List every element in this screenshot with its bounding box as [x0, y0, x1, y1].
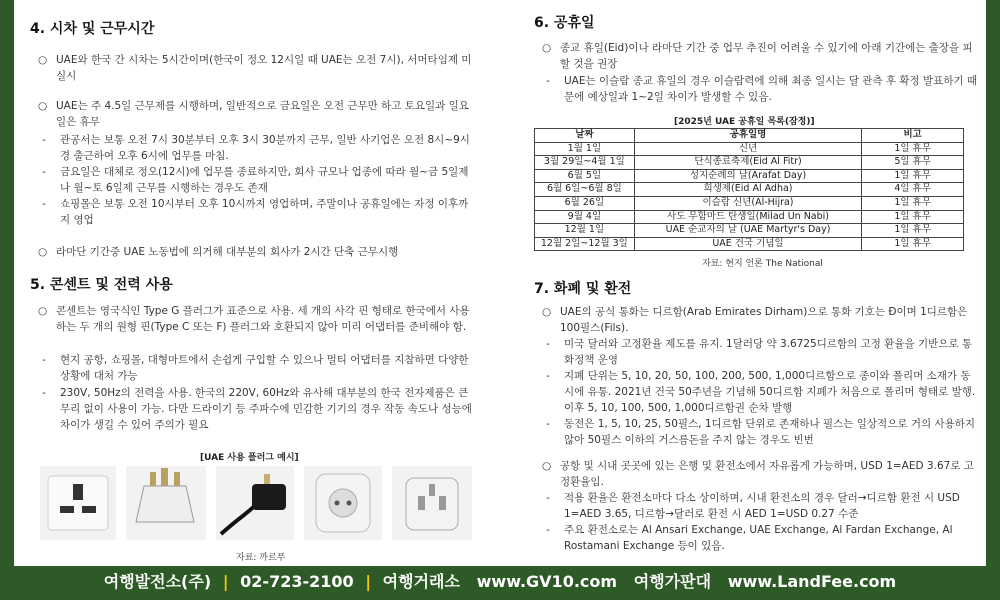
sec4-item-4: - 쇼핑몰은 보통 오전 10시부터 오후 10시까지 영업하며, 주말이나 공휴일에는 자정 이후까지 영업	[42, 198, 469, 226]
table-row: 6월 26일 이슬람 신년(Al-Hijra) 1일 휴무	[535, 196, 964, 210]
sec4-item-0: ○ UAE와 한국 간 시차는 5시간이며(한국이 정오 12시일 때 UAE는 오전 7시), 서머타임제 미 실시	[38, 54, 472, 82]
section-6-title: 6. 공휴일	[534, 15, 595, 31]
holiday-table-header	[535, 129, 964, 143]
sec4-item-3: - 금요일은 대체로 정오(12시)에 업무를 종료하지만, 회사 규모나 업종에 따라 월~금 5일제나 월~토 6일제 근무를 시행하는 경우도 존재	[42, 166, 469, 194]
footer-site1-link[interactable]: www.GV10.com	[476, 572, 618, 591]
table-row: 6월 6일~6월 8일 희생제(Eid Al Adha) 4일 휴무	[535, 183, 964, 197]
sec4-item-2: - 관공서는 보통 오전 7시 30분부터 오후 3시 30분까지 근무, 일반 사기업은 오전 8시~9시경 출근하여 오후 6시에 업무를 마침.	[42, 134, 470, 162]
plug-images	[40, 466, 472, 540]
header-holiday: 공휴일명	[634, 129, 861, 143]
section-5-title: 5. 콘센트 및 전력 사용	[30, 277, 173, 293]
footer-separator: |	[365, 572, 372, 591]
white-plug-image	[126, 466, 206, 540]
section-4-title: 4. 시차 및 근무시간	[30, 21, 155, 37]
document-page	[14, 0, 986, 566]
footer-site1-label: 여행거래소	[382, 572, 460, 591]
table-row: 9월 4일 사도 무함마드 탄생일(Milad Un Nabi) 1일 휴무	[535, 210, 964, 224]
white-plug-prongs-image	[392, 466, 472, 540]
plug-caption: [UAE 사용 플러그 예시]	[200, 453, 299, 463]
sec7-item-5: - 적용 환율은 환전소마다 다소 상이하며, 시내 환전소의 경우 달러→디르함 환전 시 USD 1=AED 3.65, 디르함→달러로 환전 시 AED 1=USD 0.27 수준	[546, 492, 960, 520]
adapter-image	[304, 466, 382, 540]
table-row: 12월 2일~12월 3일 UAE 건국 기념일 1일 휴무	[535, 237, 964, 251]
table-row: 3월 29일~4월 1일 단식종료축제(Eid Al Fitr) 5일 휴무	[535, 156, 964, 170]
plug-source: 자료: 까르푸	[236, 553, 286, 563]
sec6-item-0: ○ 종교 휴일(Eid)이나 라마단 기간 중 업무 추진이 어려울 수 있기에 아래 기간에는 출장을 피할 것을 권장	[542, 42, 973, 70]
footer-site2-label: 여행가판대	[633, 572, 712, 591]
sec7-item-6: - 주요 환전소로는 Al Ansari Exchange, UAE Exchange, Al Fardan Exchange, Al Rostamani Exchange 등이 있음.	[546, 524, 953, 552]
header-note: 비고	[862, 129, 964, 143]
sec7-item-1: - 미국 달러와 고정환율 제도를 유지. 1달러당 약 3.6725디르함의 고정 환율을 기반으로 통화정책 운영	[546, 338, 973, 366]
sec4-item-5: ○ 라마단 기간중 UAE 노동법에 의거해 대부분의 회사가 2시간 단축 근무시행	[38, 246, 399, 258]
holiday-table	[534, 128, 964, 251]
footer-phone: 02-723-2100	[240, 572, 354, 591]
footer-separator: |	[222, 572, 229, 591]
sec7-item-0: ○ UAE의 공식 통화는 디르함(Arab Emirates Dirham)으로 통화 기호는 Ð이며 1디르함은 100필스(Fils).	[542, 306, 968, 334]
sec4-item-1: ○ UAE는 주 4.5일 근무제를 시행하며, 일반적으로 금요일은 오전 근무만 하고 토요일과 일요일은 휴무	[38, 100, 469, 128]
wall-socket-image	[40, 466, 116, 540]
sec6-item-1: - UAE는 이슬람 종교 휴일의 경우 이슬람력에 의해 최종 일시는 달 관측 후 확정 발표하기 때문에 예상일과 1~2일 차이가 발생할 수 있음.	[546, 75, 978, 103]
sec5-item-0: ○ 콘센트는 영국식인 Type G 플러그가 표준으로 사용. 세 개의 사각 핀 형태로 한국에서 사용하는 두 개의 원형 핀(Type C 또는 F) 플러그와 호환되지 않아 미리 어댑터를 준비해야 함.	[38, 305, 470, 333]
sec7-item-2: - 지폐 단위는 5, 10, 20, 50, 100, 200, 500, 1,000디르함으로 종이와 폴리머 소재가 동시에 유통. 2021년 건국 50주년을 기념해 50디르함 지폐가 처음으로 폴리머 형태로 발행. 이후 5, 10, 100, 500, 1,000디르함권 순차 발행	[546, 370, 976, 414]
sec5-item-1: - 현지 공항, 쇼핑몰, 대형마트에서 손쉽게 구입할 수 있으나 멀티 어댑터를 지참하면 다양한 상황에 대처 가능	[42, 354, 469, 382]
footer-site2-link[interactable]: www.LandFee.com	[727, 572, 897, 591]
table-row: 6월 5일 성지순례의 날(Arafat Day) 1일 휴무	[535, 169, 964, 183]
table-row: 1월 1일 신년 1일 휴무	[535, 142, 964, 156]
holiday-source: 자료: 현지 언론 The National	[702, 259, 823, 269]
sec7-item-3: - 동전은 1, 5, 10, 25, 50필스, 1디르함 단위로 존재하나 필스는 일상적으로 거의 사용하지 않아 50필스 이하의 거스름돈을 주지 않는 경우도 빈번	[546, 418, 976, 446]
footer-company: 여행발전소(주)	[103, 572, 212, 591]
sec5-item-2: - 230V, 50Hz의 전력을 사용. 한국의 220V, 60Hz와 유사해 대부분의 한국 전자제품은 큰 무리 없이 사용이 가능. 다만 드라이기 등 주파수에 민감한 기기의 경우 작동 속도나 성능에 차이가 생길 수 있어 주의가 필요	[42, 387, 472, 431]
sec7-item-4: ○ 공항 및 시내 곳곳에 있는 은행 및 환전소에서 자유롭게 가능하며, USD 1=AED 3.67로 고정환율임.	[542, 460, 974, 488]
section-7-title: 7. 화폐 및 환전	[534, 281, 632, 297]
footer-bar	[0, 566, 1000, 600]
table-row: 12월 1일 UAE 순교자의 날 (UAE Martyr's Day) 1일 휴무	[535, 224, 964, 238]
holiday-table-title: [2025년 UAE 공휴일 목록(잠정)]	[674, 117, 815, 127]
header-date: 날짜	[535, 129, 635, 143]
black-cable-plug-image	[216, 466, 294, 540]
